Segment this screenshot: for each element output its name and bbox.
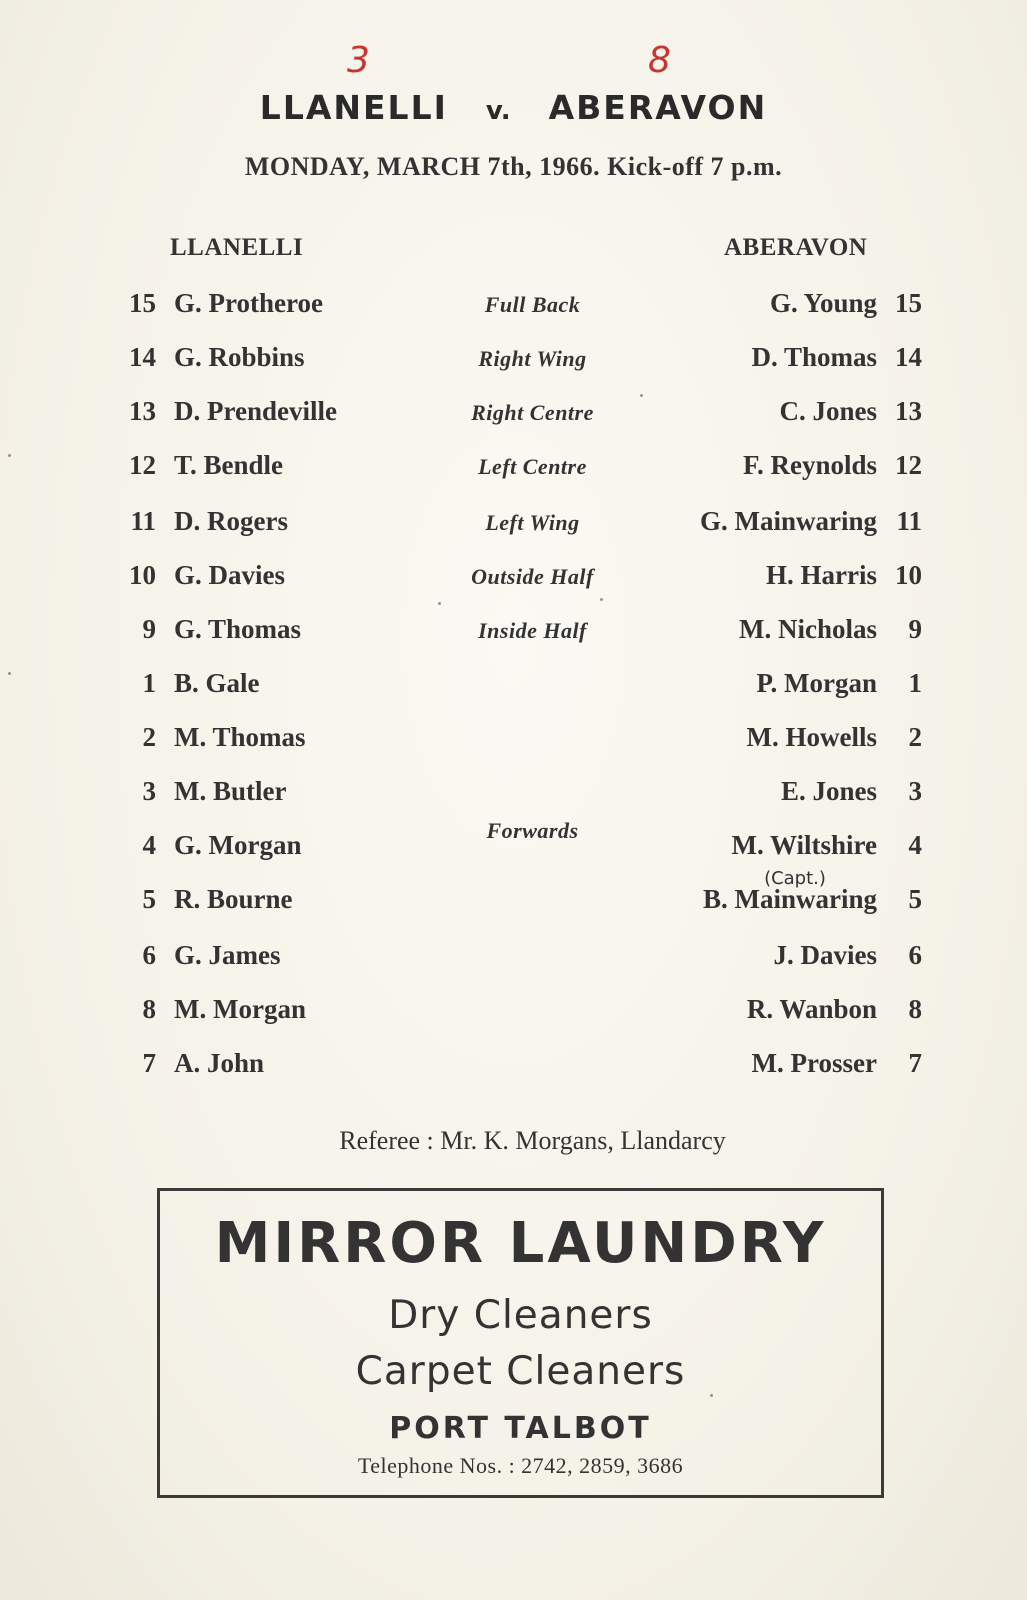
away-player-name: P. Morgan [756,668,877,698]
lineup-row [0,506,1027,546]
home-player-name: G. Morgan [174,830,302,860]
away-player-name: M. Wiltshire [731,830,877,860]
position-label: Left Centre [478,454,587,479]
away-player-name: H. Harris [766,560,877,590]
home-player-name: G. Davies [174,560,285,590]
home-player-name: G. Protheroe [174,288,323,318]
away-player-name: D. Thomas [751,342,877,372]
away-player-number: 9 [908,614,922,644]
paper-speck [640,394,643,397]
lineup-row [0,288,1027,328]
away-player-number: 8 [908,994,922,1024]
away-player-name: G. Mainwaring [699,506,877,536]
home-player-name: D. Rogers [174,506,288,536]
paper-speck [600,598,603,601]
away-team-header: ABERAVON [724,234,868,261]
lineup-row [0,560,1027,600]
home-player-name: M. Morgan [174,994,306,1024]
home-player-name: T. Bendle [174,450,284,480]
advert-line-location: PORT TALBOT [389,1411,652,1446]
title-home-team: LLANELLI [259,88,448,127]
away-player-name: C. Jones [779,396,877,426]
lineup-row [0,614,1027,654]
away-player-number: 15 [895,288,922,318]
home-player-number: 7 [142,1048,156,1078]
position-label: Inside Half [478,618,587,643]
home-player-name: M. Thomas [174,722,306,752]
away-player-number: 13 [895,396,922,426]
position-label: Right Wing [478,346,587,371]
lineup-row [0,450,1027,490]
lineup-row [0,396,1027,436]
away-player-number: 2 [908,722,922,752]
position-label: Outside Half [471,564,594,589]
away-player-name: F. Reynolds [742,450,877,480]
away-player-number: 3 [908,776,922,806]
away-player-number: 4 [908,830,922,860]
advert-line-carpet-cleaners: Carpet Cleaners [355,1349,686,1394]
lineup-row [0,994,1027,1034]
away-player-name: B. Mainwaring [702,884,877,914]
away-player-number: 14 [895,342,922,372]
home-player-number: 4 [142,830,156,860]
home-player-name: G. Robbins [174,342,305,372]
home-score: 3 [347,40,370,81]
home-player-name: R. Bourne [174,884,293,914]
home-player-number: 6 [142,940,156,970]
away-player-number: 7 [908,1048,922,1078]
home-player-number: 5 [142,884,156,914]
home-player-number: 9 [142,614,156,644]
away-player-number: 10 [895,560,922,590]
paper-speck [710,1394,713,1397]
home-player-number: 14 [129,342,156,372]
home-player-name: M. Butler [174,776,287,806]
advert-line-dry-cleaners: Dry Cleaners [388,1293,653,1338]
lineup-row [0,776,1027,816]
match-date-kickoff: MONDAY, MARCH 7th, 1966. Kick-off 7 p.m. [244,152,783,181]
position-label: Left Wing [485,510,580,535]
away-player-name: E. Jones [780,776,877,806]
away-player-name: M. Nicholas [739,614,877,644]
home-player-number: 15 [129,288,156,318]
away-player-number: 11 [896,506,922,536]
position-label: Right Centre [471,400,594,425]
away-score: 8 [648,40,671,81]
forwards-label: Forwards [486,818,579,843]
home-player-name: G. James [174,940,281,970]
lineup-row [0,884,1027,924]
away-player-number: 6 [908,940,922,970]
lineup-row [0,722,1027,762]
lineup-row [0,1048,1027,1088]
home-player-number: 13 [129,396,156,426]
referee-line: Referee : Mr. K. Morgans, Llandarcy [339,1126,726,1155]
laundry-advert [157,1188,884,1498]
away-player-number: 5 [908,884,922,914]
lineup-row [0,940,1027,980]
home-player-name: A. John [174,1048,265,1078]
match-title [0,88,1027,127]
paper-speck [8,672,11,675]
title-versus: v. [485,96,511,126]
title-away-team: ABERAVON [548,88,768,127]
away-player-name: G. Young [769,288,877,318]
paper-speck [438,602,441,605]
home-player-name: D. Prendeville [174,396,337,426]
home-player-number: 11 [130,506,156,536]
away-player-number: 1 [908,668,922,698]
position-label: Full Back [484,292,581,317]
away-player-name: M. Prosser [751,1048,877,1078]
home-player-number: 3 [142,776,156,806]
home-player-number: 12 [129,450,156,480]
home-player-number: 10 [129,560,156,590]
away-player-name: J. Davies [773,940,877,970]
away-player-number: 12 [895,450,922,480]
home-player-number: 2 [142,722,156,752]
lineup-row [0,342,1027,382]
home-player-number: 1 [142,668,156,698]
paper-speck [8,454,11,457]
home-player-number: 8 [142,994,156,1024]
away-player-name: R. Wanbon [746,994,877,1024]
home-player-name: G. Thomas [174,614,302,644]
lineup-row [0,668,1027,708]
advert-telephone: Telephone Nos. : 2742, 2859, 3686 [357,1453,684,1478]
away-player-name: M. Howells [746,722,877,752]
home-player-name: B. Gale [174,668,260,698]
captain-note: (Capt.) [764,868,826,889]
home-team-header: LLANELLI [170,234,304,261]
advert-brand: MIRROR LAUNDRY [214,1211,827,1276]
